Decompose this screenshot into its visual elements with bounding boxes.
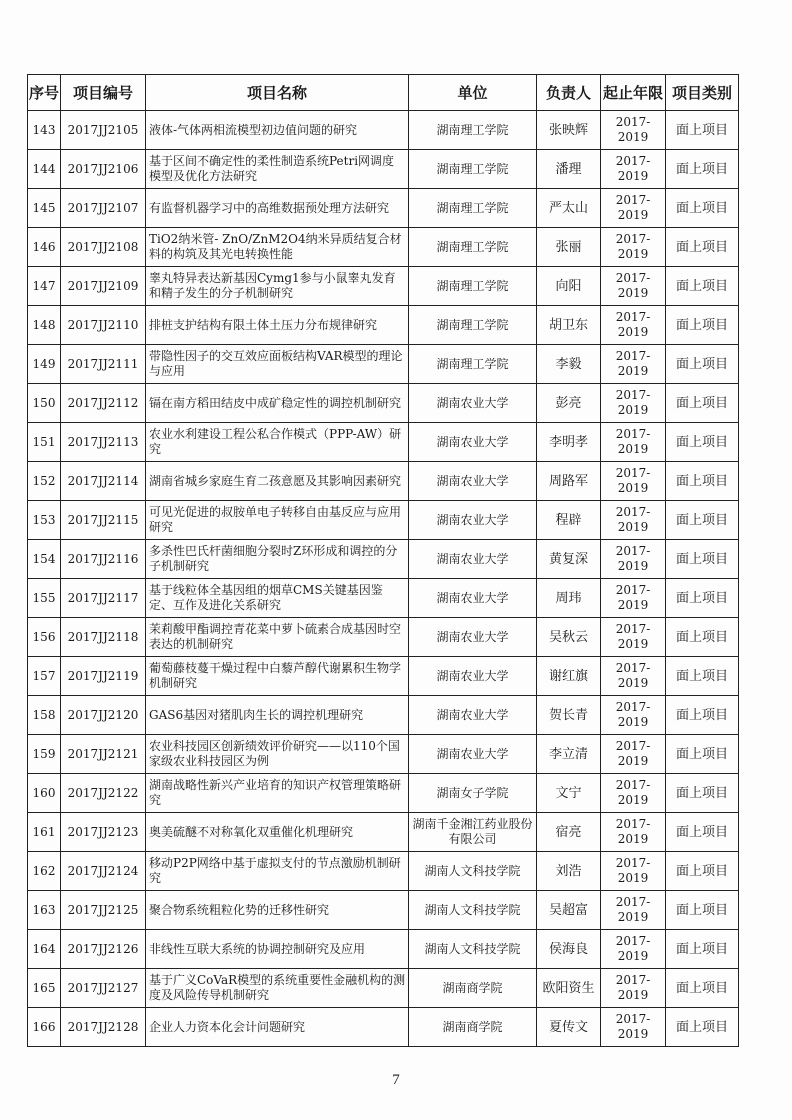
table-row xyxy=(28,540,739,579)
cell-unit: 湖南理工学院 xyxy=(409,345,537,384)
cell-project-name: TiO2纳米管- ZnO/ZnM2O4纳米异质结复合材料的构筑及其光电转换性能 xyxy=(146,228,409,267)
header-serial: 序号 xyxy=(28,75,61,111)
cell-serial: 161 xyxy=(28,813,61,852)
cell-unit: 湖南农业大学 xyxy=(409,696,537,735)
cell-project-code: 2017JJ2105 xyxy=(61,111,146,150)
cell-serial: 162 xyxy=(28,852,61,891)
cell-project-code: 2017JJ2117 xyxy=(61,579,146,618)
cell-period: 2017-2019 xyxy=(601,852,666,891)
cell-project-name: 基于线粒体全基因组的烟草CMS关键基因鉴定、互作及进化关系研究 xyxy=(146,579,409,618)
cell-serial: 154 xyxy=(28,540,61,579)
cell-project-name: 睾丸特异表达新基因Cymg1参与小鼠睾丸发育和精子发生的分子机制研究 xyxy=(146,267,409,306)
cell-project-code: 2017JJ2128 xyxy=(61,1008,146,1047)
cell-leader: 侯海良 xyxy=(537,930,601,969)
cell-period: 2017-2019 xyxy=(601,384,666,423)
header-unit: 单位 xyxy=(409,75,537,111)
cell-project-code: 2017JJ2113 xyxy=(61,423,146,462)
cell-unit: 湖南农业大学 xyxy=(409,618,537,657)
cell-unit: 湖南理工学院 xyxy=(409,189,537,228)
cell-project-name: 农业科技园区创新绩效评价研究——以110个国家级农业科技园区为例 xyxy=(146,735,409,774)
cell-project-name: 有监督机器学习中的高维数据预处理方法研究 xyxy=(146,189,409,228)
cell-serial: 152 xyxy=(28,462,61,501)
cell-project-type: 面上项目 xyxy=(666,579,739,618)
cell-period: 2017-2019 xyxy=(601,579,666,618)
cell-project-type: 面上项目 xyxy=(666,813,739,852)
cell-project-name: 湖南战略性新兴产业培育的知识产权管理策略研究 xyxy=(146,774,409,813)
cell-serial: 166 xyxy=(28,1008,61,1047)
cell-project-name: 可见光促进的叔胺单电子转移自由基反应与应用研究 xyxy=(146,501,409,540)
cell-project-type: 面上项目 xyxy=(666,1008,739,1047)
header-project-code: 项目编号 xyxy=(61,75,146,111)
table-row xyxy=(28,1008,739,1047)
cell-project-name: 企业人力资本化会计问题研究 xyxy=(146,1008,409,1047)
table-row xyxy=(28,696,739,735)
cell-leader: 吴超富 xyxy=(537,891,601,930)
cell-leader: 贺长青 xyxy=(537,696,601,735)
cell-leader: 李明孝 xyxy=(537,423,601,462)
cell-leader: 潘理 xyxy=(537,150,601,189)
table-row xyxy=(28,813,739,852)
cell-serial: 151 xyxy=(28,423,61,462)
cell-period: 2017-2019 xyxy=(601,462,666,501)
cell-project-type: 面上项目 xyxy=(666,774,739,813)
cell-project-name: 基于广义CoVaR模型的系统重要性金融机构的测度及风险传导机制研究 xyxy=(146,969,409,1008)
cell-unit: 湖南农业大学 xyxy=(409,735,537,774)
cell-project-name: 茉莉酸甲酯调控青花菜中萝卜硫素合成基因时空表达的机制研究 xyxy=(146,618,409,657)
cell-period: 2017-2019 xyxy=(601,618,666,657)
cell-unit: 湖南农业大学 xyxy=(409,657,537,696)
table-row xyxy=(28,423,739,462)
cell-leader: 夏传文 xyxy=(537,1008,601,1047)
cell-leader: 李毅 xyxy=(537,345,601,384)
cell-leader: 向阳 xyxy=(537,267,601,306)
cell-serial: 165 xyxy=(28,969,61,1008)
cell-leader: 张映辉 xyxy=(537,111,601,150)
cell-period: 2017-2019 xyxy=(601,423,666,462)
cell-period: 2017-2019 xyxy=(601,813,666,852)
cell-leader: 程辟 xyxy=(537,501,601,540)
cell-period: 2017-2019 xyxy=(601,930,666,969)
cell-leader: 胡卫东 xyxy=(537,306,601,345)
cell-project-code: 2017JJ2119 xyxy=(61,657,146,696)
cell-unit: 湖南农业大学 xyxy=(409,462,537,501)
cell-unit: 湖南人文科技学院 xyxy=(409,852,537,891)
cell-leader: 张丽 xyxy=(537,228,601,267)
cell-project-type: 面上项目 xyxy=(666,228,739,267)
table-row xyxy=(28,501,739,540)
table-row xyxy=(28,384,739,423)
cell-project-type: 面上项目 xyxy=(666,969,739,1008)
cell-period: 2017-2019 xyxy=(601,345,666,384)
cell-serial: 159 xyxy=(28,735,61,774)
cell-project-code: 2017JJ2118 xyxy=(61,618,146,657)
cell-period: 2017-2019 xyxy=(601,657,666,696)
cell-project-name: 聚合物系统粗粒化势的迁移性研究 xyxy=(146,891,409,930)
cell-leader: 黄复深 xyxy=(537,540,601,579)
cell-serial: 158 xyxy=(28,696,61,735)
cell-project-type: 面上项目 xyxy=(666,696,739,735)
cell-leader: 彭亮 xyxy=(537,384,601,423)
cell-unit: 湖南理工学院 xyxy=(409,228,537,267)
cell-period: 2017-2019 xyxy=(601,1008,666,1047)
cell-project-code: 2017JJ2127 xyxy=(61,969,146,1008)
cell-project-name: 排桩支护结构有限土体土压力分布规律研究 xyxy=(146,306,409,345)
cell-project-name: GAS6基因对猪肌肉生长的调控机理研究 xyxy=(146,696,409,735)
cell-project-code: 2017JJ2116 xyxy=(61,540,146,579)
cell-project-name: 带隐性因子的交互效应面板结构VAR模型的理论与应用 xyxy=(146,345,409,384)
cell-leader: 李立清 xyxy=(537,735,601,774)
cell-leader: 周玮 xyxy=(537,579,601,618)
cell-project-type: 面上项目 xyxy=(666,384,739,423)
cell-project-type: 面上项目 xyxy=(666,930,739,969)
cell-project-name: 基于区间不确定性的柔性制造系统Petri网调度模型及优化方法研究 xyxy=(146,150,409,189)
cell-leader: 文宁 xyxy=(537,774,601,813)
cell-period: 2017-2019 xyxy=(601,540,666,579)
cell-project-type: 面上项目 xyxy=(666,540,739,579)
cell-project-type: 面上项目 xyxy=(666,423,739,462)
cell-unit: 湖南农业大学 xyxy=(409,501,537,540)
cell-project-name: 液体-气体两相流模型初边值问题的研究 xyxy=(146,111,409,150)
table-header-row xyxy=(28,75,739,111)
table-row xyxy=(28,852,739,891)
cell-unit: 湖南商学院 xyxy=(409,1008,537,1047)
cell-project-code: 2017JJ2108 xyxy=(61,228,146,267)
cell-project-type: 面上项目 xyxy=(666,618,739,657)
header-project-name: 项目名称 xyxy=(146,75,409,111)
cell-serial: 147 xyxy=(28,267,61,306)
table-row xyxy=(28,618,739,657)
cell-unit: 湖南农业大学 xyxy=(409,579,537,618)
table-row xyxy=(28,735,739,774)
cell-unit: 湖南理工学院 xyxy=(409,111,537,150)
cell-unit: 湖南农业大学 xyxy=(409,384,537,423)
table-row xyxy=(28,657,739,696)
cell-period: 2017-2019 xyxy=(601,774,666,813)
cell-project-code: 2017JJ2114 xyxy=(61,462,146,501)
cell-project-code: 2017JJ2111 xyxy=(61,345,146,384)
cell-project-type: 面上项目 xyxy=(666,657,739,696)
cell-project-type: 面上项目 xyxy=(666,501,739,540)
cell-leader: 刘浩 xyxy=(537,852,601,891)
cell-project-name: 农业水利建设工程公私合作模式（PPP-AW）研究 xyxy=(146,423,409,462)
cell-period: 2017-2019 xyxy=(601,150,666,189)
cell-project-code: 2017JJ2125 xyxy=(61,891,146,930)
cell-project-type: 面上项目 xyxy=(666,306,739,345)
table-row xyxy=(28,111,739,150)
cell-project-type: 面上项目 xyxy=(666,189,739,228)
cell-leader: 周路军 xyxy=(537,462,601,501)
cell-project-name: 多杀性巴氏杆菌细胞分裂时Z环形成和调控的分子机制研究 xyxy=(146,540,409,579)
cell-project-type: 面上项目 xyxy=(666,111,739,150)
cell-unit: 湖南人文科技学院 xyxy=(409,930,537,969)
table-row xyxy=(28,345,739,384)
header-project-type: 项目类别 xyxy=(666,75,739,111)
cell-project-code: 2017JJ2124 xyxy=(61,852,146,891)
table-row xyxy=(28,891,739,930)
cell-leader: 谢红旗 xyxy=(537,657,601,696)
cell-unit: 湖南农业大学 xyxy=(409,540,537,579)
table-row xyxy=(28,969,739,1008)
table-row xyxy=(28,462,739,501)
cell-project-type: 面上项目 xyxy=(666,267,739,306)
table-row xyxy=(28,228,739,267)
cell-serial: 160 xyxy=(28,774,61,813)
cell-project-name: 葡萄藤枝蔓干燥过程中白藜芦醇代谢累积生物学机制研究 xyxy=(146,657,409,696)
cell-unit: 湖南商学院 xyxy=(409,969,537,1008)
table-row xyxy=(28,150,739,189)
cell-project-name: 移动P2P网络中基于虚拟支付的节点激励机制研究 xyxy=(146,852,409,891)
cell-serial: 148 xyxy=(28,306,61,345)
cell-project-code: 2017JJ2126 xyxy=(61,930,146,969)
project-table xyxy=(27,74,739,1047)
cell-project-code: 2017JJ2106 xyxy=(61,150,146,189)
cell-leader: 吴秋云 xyxy=(537,618,601,657)
cell-project-code: 2017JJ2123 xyxy=(61,813,146,852)
cell-period: 2017-2019 xyxy=(601,735,666,774)
header-period: 起止年限 xyxy=(601,75,666,111)
cell-leader: 宿亮 xyxy=(537,813,601,852)
cell-serial: 157 xyxy=(28,657,61,696)
cell-serial: 156 xyxy=(28,618,61,657)
cell-period: 2017-2019 xyxy=(601,267,666,306)
cell-serial: 153 xyxy=(28,501,61,540)
cell-period: 2017-2019 xyxy=(601,969,666,1008)
header-leader: 负责人 xyxy=(537,75,601,111)
cell-project-code: 2017JJ2120 xyxy=(61,696,146,735)
page-number: 7 xyxy=(392,1072,400,1088)
cell-project-code: 2017JJ2122 xyxy=(61,774,146,813)
cell-project-type: 面上项目 xyxy=(666,462,739,501)
cell-project-type: 面上项目 xyxy=(666,891,739,930)
cell-serial: 150 xyxy=(28,384,61,423)
cell-project-name: 湖南省城乡家庭生育二孩意愿及其影响因素研究 xyxy=(146,462,409,501)
cell-serial: 143 xyxy=(28,111,61,150)
cell-leader: 严太山 xyxy=(537,189,601,228)
cell-unit: 湖南理工学院 xyxy=(409,306,537,345)
cell-period: 2017-2019 xyxy=(601,891,666,930)
cell-period: 2017-2019 xyxy=(601,501,666,540)
cell-unit: 湖南千金湘江药业股份有限公司 xyxy=(409,813,537,852)
table-row xyxy=(28,189,739,228)
cell-project-type: 面上项目 xyxy=(666,345,739,384)
cell-period: 2017-2019 xyxy=(601,696,666,735)
cell-serial: 155 xyxy=(28,579,61,618)
cell-project-name: 非线性互联大系统的协调控制研究及应用 xyxy=(146,930,409,969)
cell-project-code: 2017JJ2109 xyxy=(61,267,146,306)
table-row xyxy=(28,267,739,306)
cell-period: 2017-2019 xyxy=(601,228,666,267)
table-row xyxy=(28,306,739,345)
cell-period: 2017-2019 xyxy=(601,189,666,228)
cell-project-name: 奥美硫醚不对称氧化双重催化机理研究 xyxy=(146,813,409,852)
cell-period: 2017-2019 xyxy=(601,306,666,345)
cell-unit: 湖南农业大学 xyxy=(409,423,537,462)
cell-unit: 湖南理工学院 xyxy=(409,150,537,189)
cell-unit: 湖南女子学院 xyxy=(409,774,537,813)
cell-project-type: 面上项目 xyxy=(666,852,739,891)
table-row xyxy=(28,930,739,969)
cell-project-code: 2017JJ2115 xyxy=(61,501,146,540)
cell-project-code: 2017JJ2107 xyxy=(61,189,146,228)
cell-project-type: 面上项目 xyxy=(666,150,739,189)
cell-serial: 163 xyxy=(28,891,61,930)
cell-unit: 湖南理工学院 xyxy=(409,267,537,306)
cell-leader: 欧阳资生 xyxy=(537,969,601,1008)
cell-unit: 湖南人文科技学院 xyxy=(409,891,537,930)
cell-project-code: 2017JJ2112 xyxy=(61,384,146,423)
cell-serial: 144 xyxy=(28,150,61,189)
table-row xyxy=(28,579,739,618)
cell-serial: 145 xyxy=(28,189,61,228)
cell-project-code: 2017JJ2110 xyxy=(61,306,146,345)
cell-serial: 164 xyxy=(28,930,61,969)
cell-serial: 146 xyxy=(28,228,61,267)
cell-period: 2017-2019 xyxy=(601,111,666,150)
cell-project-code: 2017JJ2121 xyxy=(61,735,146,774)
table-row xyxy=(28,774,739,813)
cell-serial: 149 xyxy=(28,345,61,384)
cell-project-name: 镉在南方稻田结皮中成矿稳定性的调控机制研究 xyxy=(146,384,409,423)
cell-project-type: 面上项目 xyxy=(666,735,739,774)
